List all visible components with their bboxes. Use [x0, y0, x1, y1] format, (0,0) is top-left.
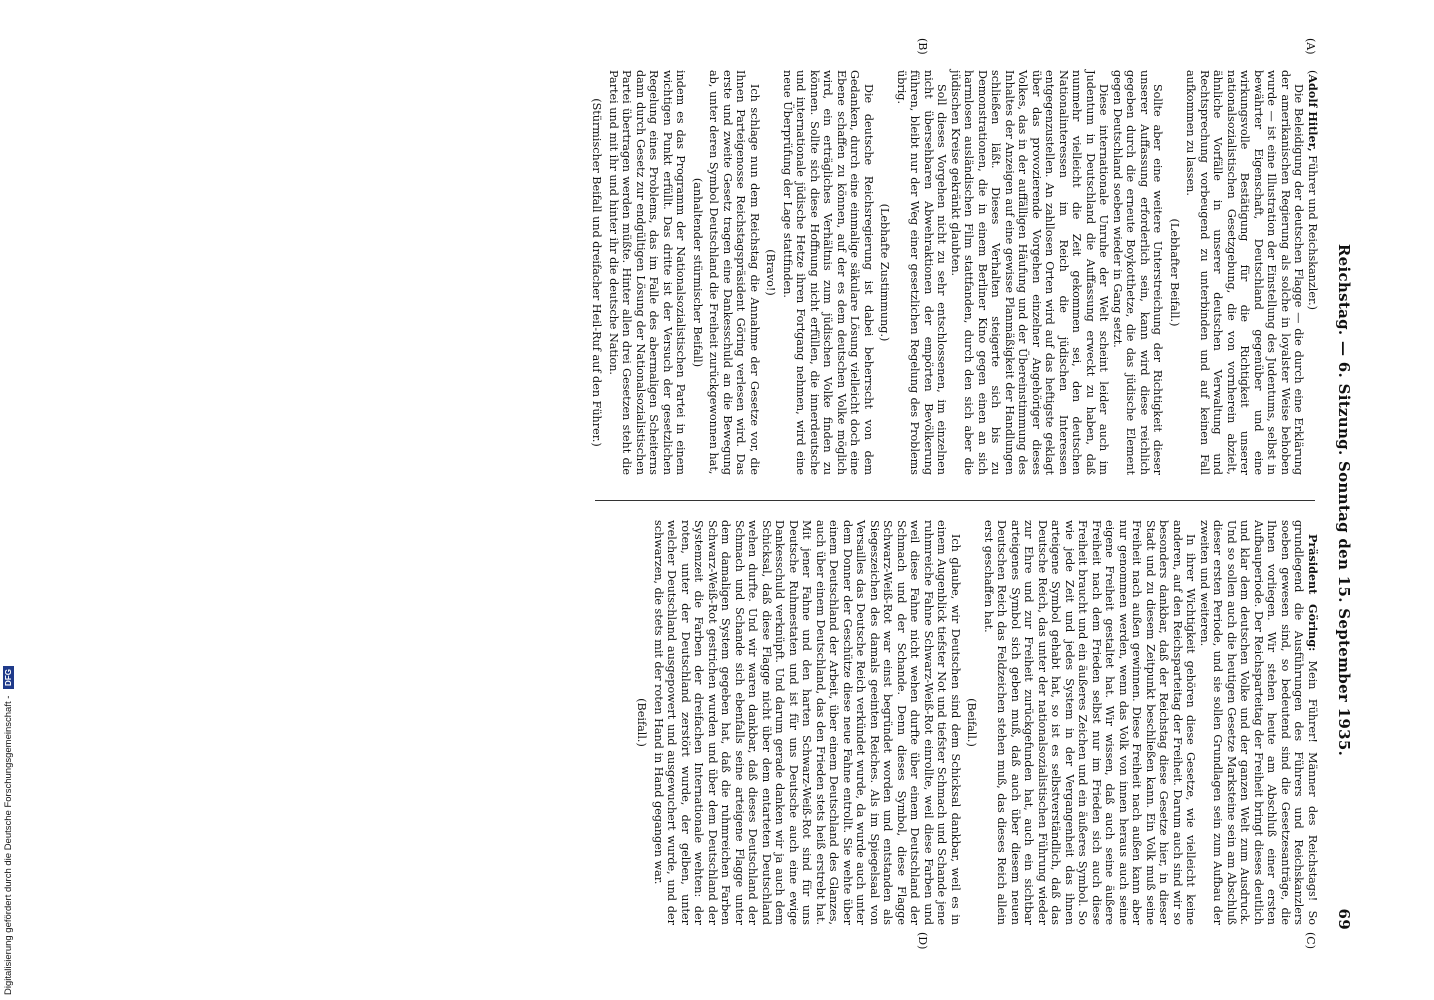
- speaker-role: Führer und Reichskanzler.): [1306, 155, 1319, 310]
- document-page: [135, 38, 1365, 950]
- paragraph: Sollte aber eine weitere Unterstreichung der Richtigkeit dieser unserer Auffassung erforderlich sein, kann wird diese reichlich gegeben durch die erneute Boykotthetze, die das jüdische Element gegen Deutschland soeben wieder in Gang setzt.: [1111, 70, 1165, 475]
- paragraph: Diese internationale Unruhe der Welt scheint leider auch im Judentum in Deutschland die Auffassung erweckt zu haben, daß nunmehr vielleicht die Zeit gekommen sei, den deutschen Nationalinteressen im Reich die jüdischen Interessen entgegenzustellen. An zahllosen Orten wird auf das heftigste geklagt über das provozierende Vorgehen einzelner Angehöriger dieses Volkes, das in der auffälligen Häufung und der Übereinstimmung des Inhaltes der Anzeigen auf eine gewisse Planmäßigkeit der Handlungen schließen läßt. Dieses Verhalten steigerte sich bis zu Demonstrationen, die in einem Berliner Kino gegen einen an sich harmlosen ausländischen Film stattfanden, durch den sich aber die jüdischen Kreise gekränkt glaubten.: [949, 70, 1111, 475]
- paragraph: Soll dieses Vorgehen nicht zu sehr entschlossenen, im einzelnen nicht übersehbaren Abwehraktionen der empörten Bevölkerung führen, bleibt nur der Weg einer gesetzlichen Regelung des Problems übrig.: [895, 70, 949, 475]
- margin-mark-d: (D): [916, 932, 929, 950]
- applause-note: (anhaltender stürmischer Beifall): [691, 177, 704, 368]
- applause-note: (Stürmischer Beifall und dreifacher Heil-Ruf auf den Führer.): [590, 98, 604, 447]
- dfg-logo: DFG: [3, 666, 14, 689]
- digitization-footer: [3, 15, 19, 995]
- column-divider: [595, 500, 1315, 501]
- running-header: Reichstag. — 6. Sitzung. Sonntag den 15. September 1935.: [1335, 243, 1353, 757]
- applause-note: (Beifall.): [635, 698, 649, 747]
- footer-text: Digitalisierung gefördert durch die Deutsche Forschungsgemeinschaft -: [3, 695, 15, 995]
- applause-note: (Lebhafte Zustimmung.): [878, 203, 892, 342]
- speaker-name: Präsident Göring:: [1306, 534, 1320, 652]
- paragraph: Die Beleidigung der deutschen Flagge — die durch eine Erklärung der amerikanischen Regierung als solche in loyalster Weise behoben wurde — ist eine Illustration der Einstellung des Judentums, selbst in bewährter Eigenschaft, Deutschland gegenüber und eine wirkungsvolle Bestätigung für die Richtigkeit unserer nationalsozialistischen Gesetzgebung, die von vornherein abzielt, ähnliche Vorfälle in unserer deutschen Verwaltung und Rechtsprechung vorbeugend zu unterbinden und auf keinen Fall aufkommen zu lassen.: [1184, 70, 1306, 475]
- paragraph-text: Mein Führer! Männer des Reichstags! So grundlegend die Ausführungen des Führers und Reichskanzlers soeben gewesen sind, so bedeutend sind die Gesetzesanträge, die Ihnen vorliegen. Wir stehen heute am Abschluß einer ersten Aufbauperiode. Der Reichsparteitag der Freiheit bringt dieses deutlich und klar dem deutschen Volke und der ganzen Welt zum Ausdruck. Und so sollen auch die heutigen Gesetze Marksteine sein am Abschluß dieser ersten Periode, und sie sollen Grundlagen sein zum Aufbau der zweiten und weiteren.: [1198, 520, 1319, 925]
- margin-mark-c: (C): [1304, 932, 1317, 949]
- paragraph: In ihrer Wichtigkeit gehören diese Gesetze, wie vielleicht keine anderen, auf den Reichsparteitag der Freiheit. Darum auch sind wir so besonders dankbar, daß der Reichstag diese Gesetze hier, in dieser Stadt und zu diesem Zeitpunkt beschließen kann. Ein Volk muß seine Freiheit nach außen gewinnen. Diese Freiheit nach außen kann aber nur genommen werden, wenn das Volk von innen heraus auch seine eigene Freiheit gestaltet hat. Wir wissen, daß auch seine äußere Freiheit nach dem Frieden selbst nur im Frieden sich auch diese Freiheit braucht und ein äußeres Zeichen und ein äußeres Symbol. So wie jede Zeit und jedes System in der Vergangenheit das ihnen arteigene Symbol gehabt hat, so ist es selbstverständlich, daß das Deutsche Reich, das unter der nationalsozialistischen Führung wieder zur Ehre und zur Freiheit zurückgefunden hat, auch ein sichtbar arteigenes Symbol sich geben muß, daß auch über diesem neuen Deutschen Reich das Feldzeichen stehen muß, das dieses Reich allein erst geschaffen hat.: [982, 520, 1198, 925]
- page-header: [1331, 70, 1353, 930]
- paragraph: Ich glaube, wir Deutschen sind dem Schicksal dankbar, weil es in einem Augenblick tiefster Not und tiefster Schmach und Schande jene ruhmreiche Fahne Schwarz-Weiß-Rot einrollte, weil diese Farben und weil diese Fahne nicht wehen durfte über einem Deutschland der Schmach und der Schande. Denn dieses Symbol, diese Flagge Schwarz-Weiß-Rot war einst begründet worden und entstanden als Siegeszeichen des damals geeinten Reiches. Als im Spiegelsaal von Versailles das Deutsche Reich verkündet wurde, da wurde auch unter dem Donner der Geschütze diese neue Fahne entrollt. Sie wehte über einem Deutschland der Arbeit, über einem Deutschland des Glanzes, auch über einem Deutschland, das den Frieden stets heiß erstrebt hat. Mit jener Fahne und den harten Schwarz-Weiß-Rot sind für uns Deutsche Ruhmestaten und ist für uns Deutsche auch eine ewige Dankesschuld verknüpft. Und darum gerade danken wir ja auch dem Schicksal, daß diese Flagge nicht über dem entarteten Deutschland wehen durfte. Und wir waren dankbar, daß dieses Deutschland der Schmach und Schande sich ebenfalls seine arteigene Flagge unter dem damaligen System gegeben hat, daß die ruhmreichen Farben Schwarz-Weiß-Rot gestrichen wurden und über dem Deutschland der Systemzeit die Farben der dreifachen Internationale wehten: der roten, unter der Deutschland zerstört wurde, der gelben, unter welcher Deutschland ausgepowert und ausgewuchert wurde, und der schwarzen, die stets mit der roten Hand in Hand gegangen war.: [652, 520, 962, 925]
- speaker-paragraph: [1198, 520, 1320, 925]
- applause-note: (Bravo!): [764, 249, 778, 296]
- applause-note: (Beifall.): [965, 698, 979, 747]
- margin-mark-b: (B): [916, 38, 929, 55]
- page-number: 69: [1335, 908, 1353, 930]
- applause-note: (Lebhafter Beifall.): [1168, 218, 1181, 327]
- speaker-line: (Adolf Hitler, Führer und Reichskanzler.): [1306, 70, 1320, 310]
- speaker-name: Adolf Hitler,: [1306, 74, 1320, 152]
- paragraph: indem es das Programm der Nationalsozialistischen Partei in einem wichtigen Punkt erfüllt. Das dritte ist der Versuch der gesetzlichen Regelung eines Problems, das im Falle des abermaligen Scheiterns dann durch Gesetz zur endgültigen Lösung der Nationalsozialistischen Partei übertragen werden müßte. Hinter allen drei Gesetzen steht die Partei und mit ihr und hinter ihr die deutsche Nation.: [607, 70, 688, 475]
- right-column: [632, 520, 1319, 925]
- paragraph: Die deutsche Reichsregierung ist dabei beherrscht von dem Gedanken, durch eine einmalige säkulare Lösung vielleicht doch eine Ebene schaffen zu können, auf der es dem deutschen Volke möglich wird, ein erträgliches Verhältnis zum jüdischen Volke finden zu können. Sollte sich diese Hoffnung nicht erfüllen, die innerdeutsche und internationale jüdische Hetze ihren Fortgang nehmen, wird eine neue Überprüfung der Lage stattfinden.: [781, 70, 875, 475]
- paragraph: Ich schlage nun dem Reichstag die Annahme der Gesetze vor, die Ihnen Parteigenosse Reichstagspräsident Göring verlesen wird. Das erste und zweite Gesetz tragen eine Dankesschuld an die Bewegung ab, unter deren Symbol Deutschland die Freiheit zurückgewonnen hat,: [707, 70, 761, 475]
- margin-mark-a: (A): [1304, 38, 1317, 55]
- left-column: [587, 70, 1319, 475]
